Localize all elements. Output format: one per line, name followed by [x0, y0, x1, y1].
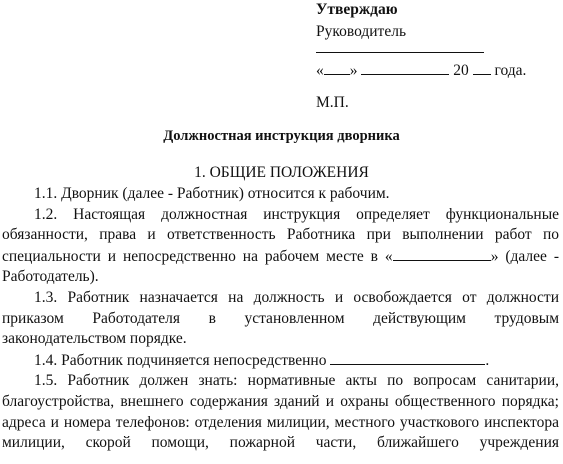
- supervisor-blank: [330, 350, 485, 365]
- paragraph-text: 1.4. Работник подчиняется непосредственно: [34, 351, 327, 369]
- paragraph-text: 1.5. Работник должен знать: нормативные акты по вопросам санитарии, благоустройства, внешнего содержания зданий и охраны общественного порядка; адреса и номера телефонов: отделения милиции, местного участкового инспектора милиции, скорой помощи, пожарной части, ближайшего учреждения: [2, 372, 559, 452]
- date-suffix: года.: [494, 62, 527, 79]
- date-year-blank: [473, 60, 491, 75]
- date-year-prefix: 20: [453, 62, 469, 79]
- signature-line: [316, 52, 484, 53]
- date-close-quote: »: [349, 62, 358, 79]
- document-body: [2, 184, 559, 454]
- stamp-place: М.П.: [316, 94, 349, 111]
- employer-name-blank: [393, 246, 491, 261]
- paragraph-text: 1.1. Дворник (далее - Работник) относится к рабочим.: [34, 185, 390, 202]
- approval-date: [316, 60, 556, 82]
- date-day-blank: [324, 60, 350, 75]
- paragraph-1-2: [2, 205, 559, 288]
- date-month-blank: [361, 60, 449, 75]
- approval-block: [316, 0, 556, 114]
- section-title: 1. ОБЩИЕ ПОЛОЖЕНИЯ: [194, 164, 369, 181]
- paragraph-text: 1.2. Настоящая должностная инструкция определяет функциональные обязанности, права и ответственность Работника при выполнении работ по специальности и непосредственно на рабочем месте в «: [2, 205, 559, 265]
- paragraph-text-after: .: [485, 351, 490, 369]
- paragraph-1-3: [2, 288, 559, 350]
- paragraph-text-after: » (далее - Работодатель).: [2, 247, 559, 286]
- document-title: Должностная инструкция дворника: [163, 128, 400, 144]
- approval-position: Руководитель: [316, 23, 407, 40]
- approval-title: Утверждаю: [316, 1, 398, 18]
- date-open-quote: «: [316, 62, 324, 79]
- paragraph-1-1: [2, 184, 559, 205]
- paragraph-text: 1.3. Работник назначается на должность и освобождается от должности приказом Работодателя в установленном действующим трудовым законодательством порядке.: [2, 288, 559, 348]
- paragraph-1-5: [2, 371, 559, 453]
- paragraph-1-4: [2, 350, 559, 372]
